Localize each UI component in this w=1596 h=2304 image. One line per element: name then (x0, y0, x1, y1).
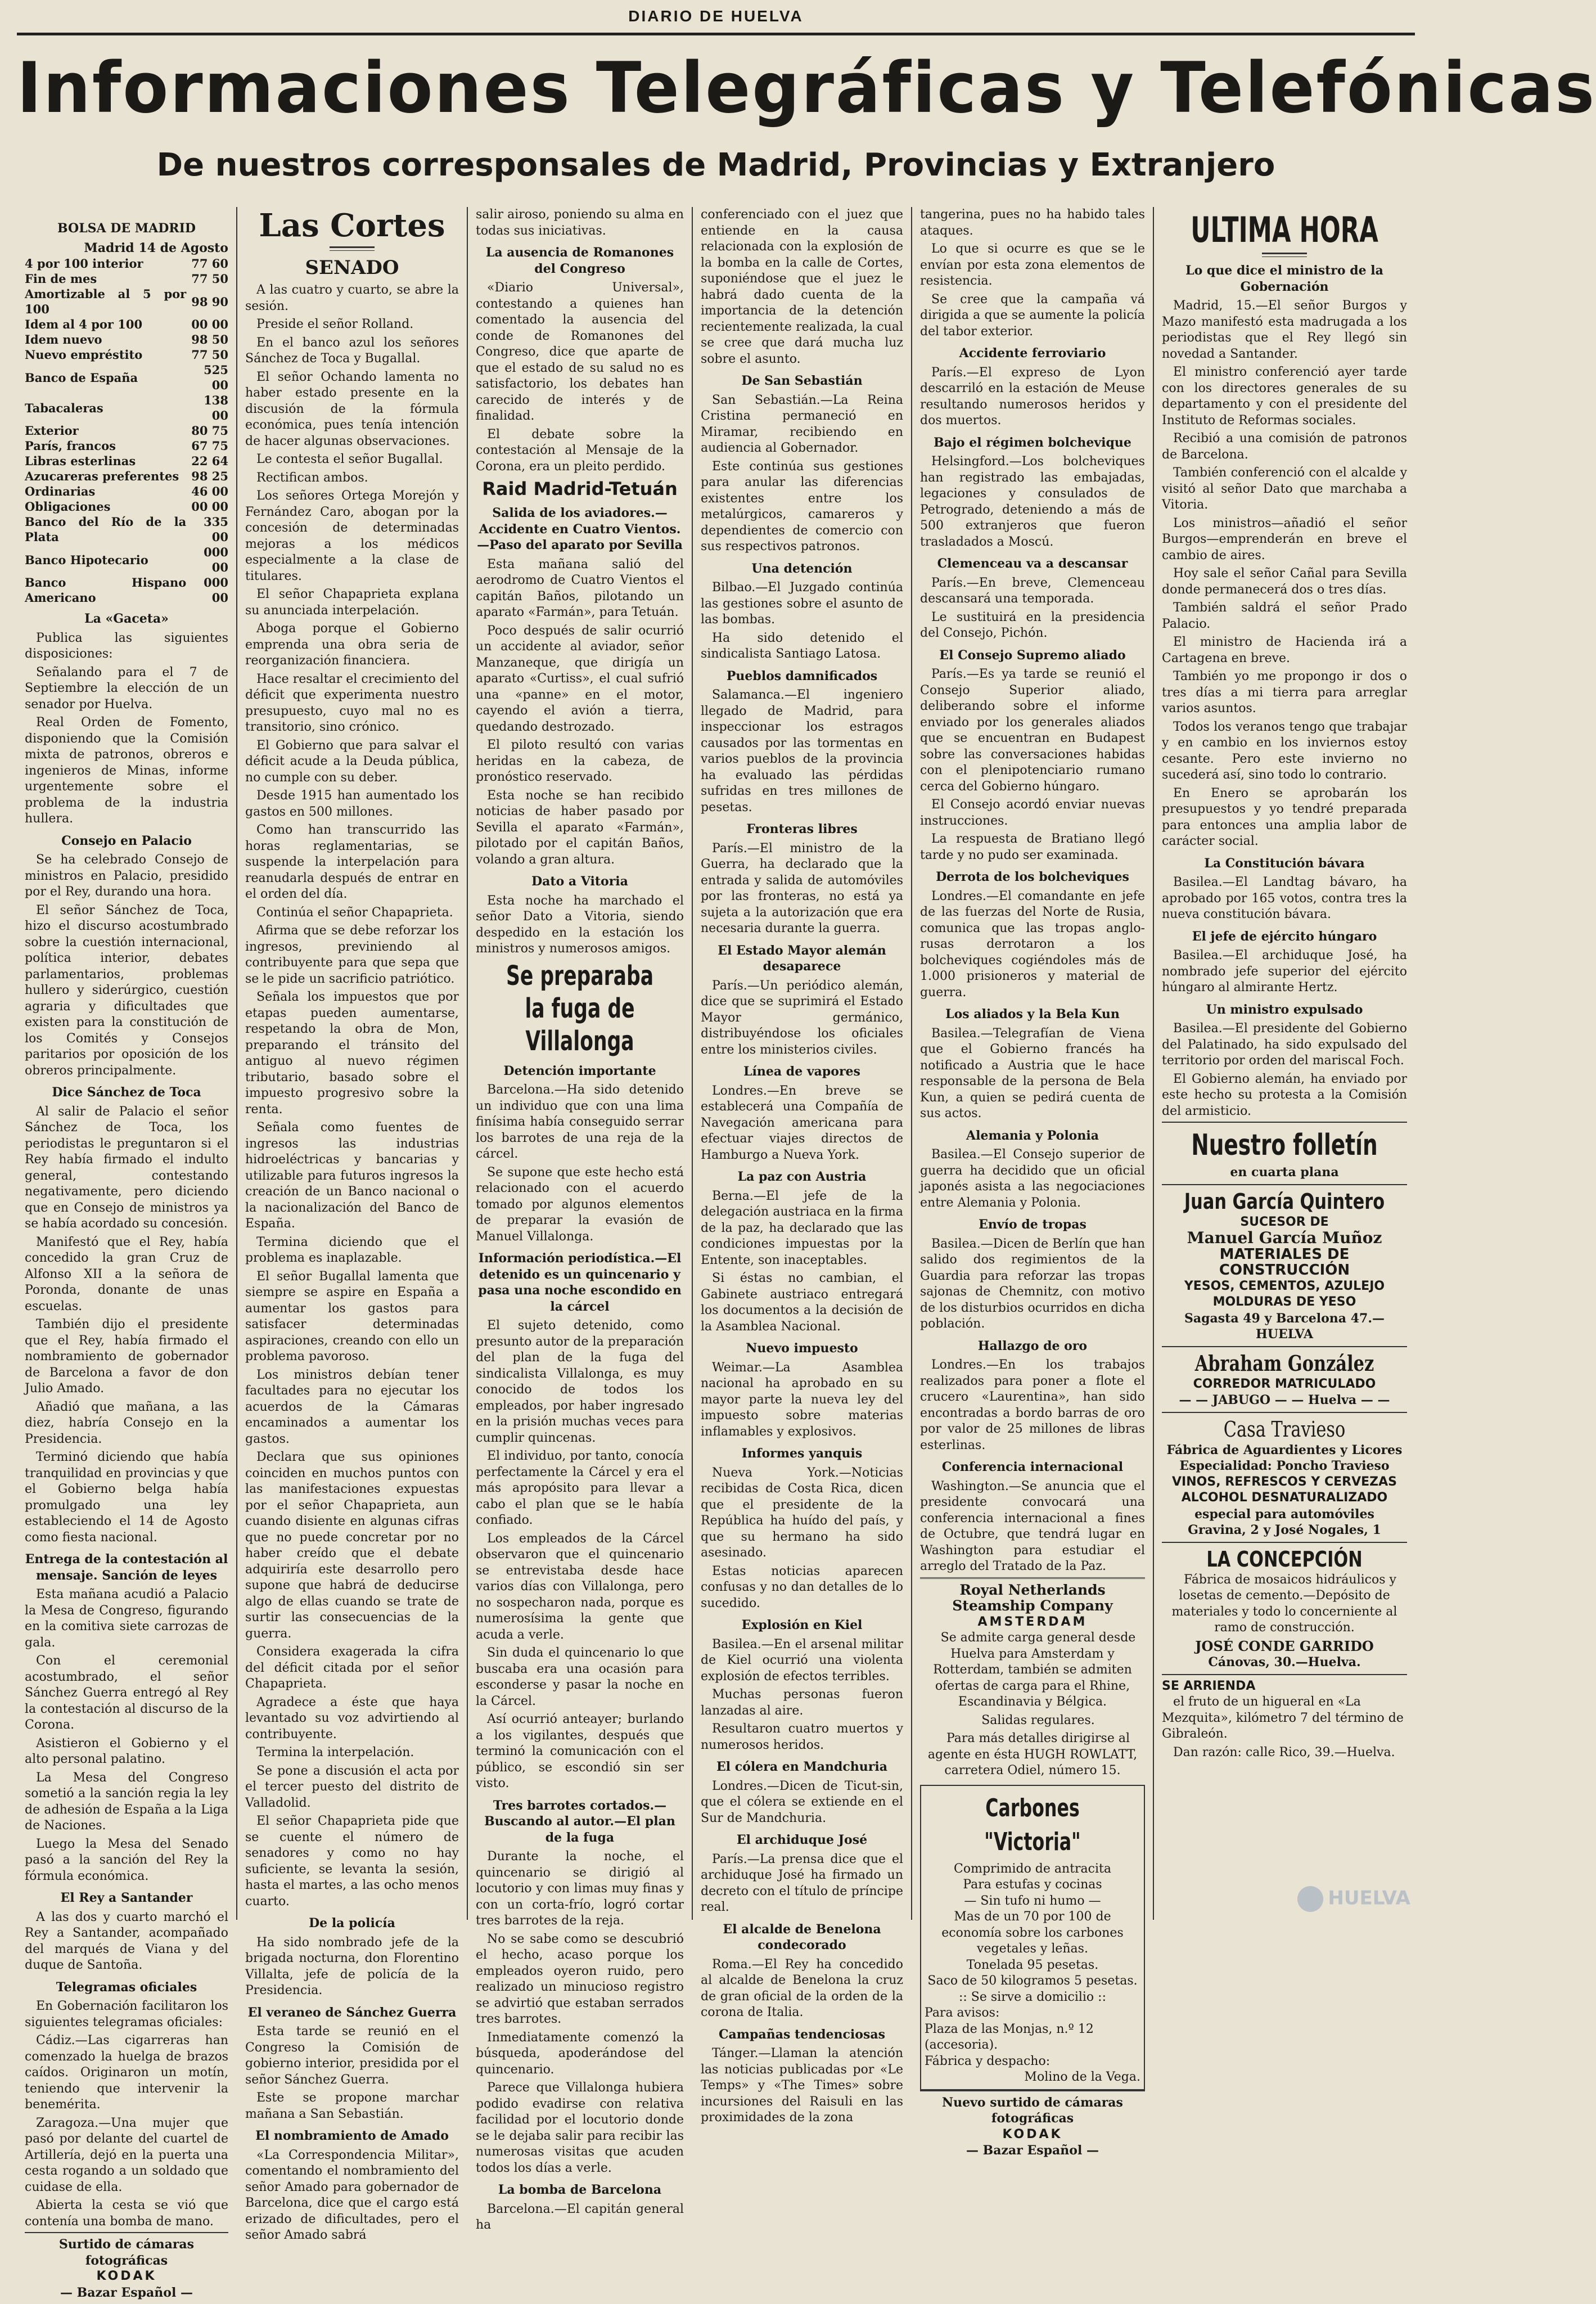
paragraph: Se cree que la campaña vá dirigida a que se aumente la policía del tabor exterior. (920, 292, 1145, 339)
column-3 (467, 207, 692, 2232)
kodak-ad (920, 2090, 1145, 2162)
paragraph: También saldrá el señor Prado Palacio. (1162, 601, 1407, 631)
tropas-heading: Envío de tropas (979, 1217, 1086, 1232)
paragraph: El señor Ochando lamenta no haber estado presente en la discusión de la fórmula económica, pues tenía intención de hacer algunas observaciones. (245, 370, 459, 448)
paragraph: La Mesa del Congreso sometió a la sanción regia la ley de adhesión de España a la Liga de Naciones. (25, 1770, 228, 1833)
masthead-title: Informaciones Telegráficas y Telefónicas (17, 47, 1596, 129)
fronteras-heading: Fronteras libres (746, 822, 858, 836)
folletin-ad (1162, 1122, 1407, 1184)
paragraph: Helsingford.—Los bolcheviques han registrado las embajadas, legaciones y consulados de Petrogrado, deteniendo a más de 500 extranjeros que fueron trasladados a Moscú. (920, 454, 1145, 549)
paragraph: Zaragoza.—Una mujer que pasó por delante del cuartel de Artillería, dejó en la puerta una cesta rogando a un soldado que cuidase de ella. (25, 2116, 228, 2194)
paragraph: San Sebastián.—La Reina Cristina permaneció en Miramar, recibiendo en audiencia al Gobernador. (701, 393, 903, 455)
bolsa-row-name: Azucareras preferentes (25, 469, 179, 483)
ad-line: Molino de la Vega. (1024, 2070, 1140, 2084)
paragraph: Basilea.—El Consejo superior de guerra ha decidido que un oficial japonés asista a las negociaciones entre Alemania y Polonia. (920, 1148, 1145, 1210)
ad-title: Juan García Quintero (1184, 1189, 1385, 1214)
paragraph: Nueva York.—Noticias recibidas de Costa Rica, dicen que el presidente de la República ha huído del país, y que su hermano ha sido asesinado. (701, 1465, 903, 1560)
paragraph: Aboga porque el Gobierno emprenda una obra seria de reorganización financiera. (245, 622, 459, 668)
romanones-heading: La ausencia de Romanones del Congreso (485, 245, 674, 276)
paragraph: Ha sido nombrado jefe de la brigada nocturna, don Florentino Villalta, jefe de policía de la Presidencia. (245, 1935, 459, 1997)
fuga-heading: Se preparaba la fuga de Villalonga (506, 960, 654, 1057)
column-4 (692, 207, 911, 2125)
ad-title: Royal Netherlands Steamship Company (952, 1581, 1113, 1614)
bolsa-row-name: Idem al 4 por 100 (25, 317, 143, 331)
ad-title: Nuestro folletín (1191, 1128, 1378, 1162)
bolsa-row-value: 77 50 (191, 272, 228, 286)
paragraph: Señala los impuestos que por etapas pueden aumentarse, respetando la obra de Mon, preparando el tránsito del antiguo al nuevo régimen tributario, basado sobre el impuesto progresivo sobre la renta. (245, 990, 459, 1117)
gaceta-heading: La «Gaceta» (84, 611, 169, 626)
casa-travieso-ad (1162, 1412, 1407, 1542)
paragraph: El individuo, por tanto, conocía perfectamente la Cárcel y era el más apropósito para llevar a cabo el plan que se le había confiado. (476, 1449, 684, 1527)
paragraph: Este se propone marchar mañana a San Sebastián. (245, 2091, 459, 2121)
carbones-victoria-ad (920, 1785, 1145, 2090)
ad-city: AMSTERDAM (977, 1614, 1088, 1629)
ad-line: Mas de un 70 por 100 de economía sobre los carbones vegetales y leñas. (941, 1910, 1124, 1956)
bolsa-row (25, 271, 228, 286)
paragraph: Basilea.—Telegrafían de Viena que el Gobierno francés ha notificado a Austria que le hace responsable de la persona de Bela Kun, a quien se pedirá cuenta de sus actos. (920, 1026, 1145, 1120)
paragraph: El señor Chapaprieta explana su anunciada interpelación. (245, 587, 459, 618)
bolsa-row (25, 484, 228, 499)
paragraph: Esta mañana acudió a Palacio la Mesa de Congreso, figurando en la comitiva siete carrozas de gala. (25, 1587, 228, 1650)
derrota-heading: Derrota de los bolcheviques (936, 870, 1129, 884)
bolsa-row (25, 514, 228, 544)
paragraph: También dijo el presidente que el Rey, había firmado el nombramiento de gobernador de Barcelona a favor de don Julio Amado. (25, 1317, 228, 1396)
vitoria-heading: Dato a Vitoria (531, 874, 628, 889)
paragraph: Real Orden de Fomento, disponiendo que la Comisión mixta de patronos, obreros e ingenieros de Minas, informe urgentemente sobre el problema de la industria hullera. (25, 716, 228, 826)
paragraph: París.—El expreso de Lyon descarriló en la estación de Meuse resultando numerosos heridos y dos muertos. (920, 365, 1145, 428)
paz-austria-heading: La paz con Austria (737, 1169, 867, 1184)
paragraph: Londres.—El comandante en jefe de las fuerzas del Norte de Rusia, comunica que las tropas anglo-rusas derrotaron a los bolcheviques cogiéndoles más de 1.000 prisioneros y material de guerra. (920, 889, 1145, 1000)
paragraph: Resultaron cuatro muertos y numerosos heridos. (701, 1722, 903, 1752)
running-title: DIARIO DE HUELVA (17, 0, 1415, 35)
campanas-heading: Campañas tendenciosas (719, 2027, 885, 2042)
ministro-expulsado-heading: Un ministro expulsado (1206, 1002, 1363, 1017)
toca-heading: Dice Sánchez de Toca (52, 1085, 201, 1100)
bavara-heading: La Constitución bávara (1204, 856, 1365, 871)
paragraph: «Diario Universal», contestando a quienes han comentado la ausencia del conde de Romanones del Congreso, dice que aparte de que el estado de su salud no es satisfactorio, los debates han carecido de interés y de finalidad. (476, 281, 684, 423)
paragraph: París.—En breve, Clemenceau descansará una temporada. (920, 575, 1145, 606)
paragraph: Le contesta el señor Bugallal. (256, 452, 443, 466)
paragraph: Este continúa sus gestiones para anular las diferencias existentes entre los metalúrgicos, camareros y dependientes de comercio con sus respectivos patronos. (701, 459, 903, 554)
paragraph: El señor Chapaprieta pide que se cuente el número de senadores y como no hay suficiente, se levanta la sesión, hasta el martes, a las ocho menos cuarto. (245, 1814, 459, 1909)
ad-line: Gravina, 2 y José Nogales, 1 (1188, 1523, 1381, 1537)
paragraph: Se pone a discusión el acta por el tercer puesto del distrito de Valladolid. (245, 1763, 459, 1810)
ad-line: Manuel García Muñoz (1187, 1228, 1382, 1247)
paragraph: Lo que si ocurre es que se le envían por esta zona elementos de resistencia. (920, 242, 1145, 288)
paragraph: Continúa el señor Chapaprieta. (256, 905, 453, 920)
raid-heading: Raid Madrid-Tetuán (482, 478, 678, 500)
paragraph: Madrid, 15.—El señor Burgos y Mazo manifestó esta madrugada a los periodistas que el Rey llegó sin novedad a Santander. (1162, 299, 1407, 361)
ad-line: YESOS, CEMENTOS, AZULEJO (1184, 1279, 1385, 1293)
column-5 (911, 207, 1153, 2158)
paragraph: el fruto de un higueral en «La Mezquita», kilómetro 7 del término de Gibraleón. (1162, 1695, 1404, 1741)
bolsa-row-value: 138 00 (204, 393, 228, 422)
san-sebastian-heading: De San Sebastián (741, 374, 863, 388)
paragraph: Basilea.—El archiduque José, ha nombrado jefe superior del ejército húngaro al almirante Hertz. (1162, 948, 1407, 994)
ad-line: VINOS, REFRESCOS Y CERVEZAS (1172, 1474, 1397, 1489)
paragraph: Señala como fuentes de ingresos las industrias hidroeléctricas y bancarias y utilizable para futuros ingresos la creación de un Banco nacional o la nacionalización del Banco de España. (245, 1120, 459, 1231)
ad-line: — Bazar Español — (60, 2285, 193, 2300)
paragraph: Inmediatamente comenzó la búsqueda, apoderándose del quincenario. (476, 2030, 684, 2077)
columns (17, 207, 1415, 2300)
paragraph: conferenciado con el juez que entiende en la causa relacionada con la explosión de la bomba en la calle de Cortes, suponiéndose que el juez le habrá dado cuenta de la importancia de la detención recientemente realizada, la cual se cree que dará mucha luz sobre el asunto. (701, 208, 903, 366)
ad-line: Fábrica de Aguardientes y Licores (1166, 1442, 1403, 1457)
ad-title: Carbones "Victoria" (984, 1793, 1081, 1856)
paragraph: En Gobernación facilitaron los siguientes telegramas oficiales: (25, 1999, 228, 2030)
cortes-title: Las Cortes (259, 207, 445, 244)
paragraph: Esta noche se han recibido noticias de haber pasado por Sevilla el aparato «Farmán», pilotado por el capitán Baños, volando a gran altura. (476, 788, 684, 867)
ad-line: especial para automóviles (1194, 1506, 1374, 1522)
paragraph: Preside el señor Rolland. (256, 317, 414, 331)
paragraph: A las dos y cuarto marchó el Rey a Santander, acompañado del marqués de Viana y del duque de Santoña. (25, 1910, 228, 1972)
ad-line: Cánovas, 30.—Huelva. (1208, 1655, 1361, 1670)
garcia-quintero-ad (1162, 1184, 1407, 1346)
ad-title: SE ARRIENDA (1162, 1678, 1256, 1693)
ad-line: CORREDOR MATRICULADO (1193, 1376, 1376, 1391)
paragraph: Afirma que se debe reforzar los ingresos, previniendo al contribuyente para que sepa que se le pide un sacrificio patriótico. (245, 924, 459, 986)
paragraph: El ministro de Hacienda irá a Cartagena en breve. (1162, 635, 1407, 665)
paragraph: Declara que sus opiniones coinciden en muchos puntos con las manifestaciones expuestas por el señor Chapaprieta, aun cuando disiente en algunas cifras que no puede concretar por no haber creído que el debate adquiriría este desarrollo pero supone que habrá de deducirse algo de ellas cuando se trate de surtir las consecuencias de la guerra. (245, 1450, 459, 1641)
detencion-heading: Una detención (751, 561, 853, 576)
entrega-heading: Entrega de la contestación al mensaje. Sanción de leyes (25, 1552, 228, 1583)
ad-line: Plaza de las Monjas, n.º 12 (accesoria). (925, 2022, 1094, 2052)
paragraph: París.—Es ya tarde se reunió el Consejo Superior aliado, deliberando sobre el informe enviado por los generales aliados que se encuentran en Budapest sobre las conversaciones habidas con el plenipotenciario rumano cerca del Gobierno húngaro. (920, 667, 1145, 794)
bolsa-row-name: Idem nuevo (25, 332, 102, 346)
ad-line: Saco de 50 kilogramos 5 pesetas. (927, 1974, 1138, 1988)
bolsa-row (25, 256, 228, 271)
paragraph: Al salir de Palacio el señor Sánchez de Toca, los periodistas le preguntaron si el Rey había firmado el indulto general, contestando negativamente, pero diciendo que en Consejo de ministros ya se había acordado su concesión. (25, 1104, 228, 1231)
paragraph: Los ministros debían tener facultades para no ejecutar los acuerdos de la Cámaras encaminados a aumentar los gastos. (245, 1367, 459, 1446)
ad-line: :: Se sirve a domicilio :: (958, 1990, 1106, 2004)
paragraph: París.—Un periódico alemán, dice que se suprimirá el Estado Mayor germánico, distribuyéndose los oficiales entre los ministerios civiles. (701, 978, 903, 1057)
ad-line: Nuevo surtido de cámaras fotográficas (942, 2095, 1123, 2126)
watermark-logo-icon (1297, 1886, 1323, 1912)
paragraph: Desde 1915 han aumentado los gastos en 500 millones. (245, 789, 459, 819)
paragraph: El señor Sánchez de Toca, hizo el discurso acostumbrado sobre la cuestión internacional, política interior, debates parlamentarios, problemas hullero y siderúrgico, cuestión agraria y dificultades que existen para la constitución de los Comités y Consejos paritarios por oposición de los obreros principalmente. (25, 903, 228, 1078)
gobernacion-heading: Lo que dice el ministro de la Gobernación (1185, 263, 1383, 294)
bolsa-row-value: 335 00 (204, 515, 228, 544)
paragraph: Barcelona.—Ha sido detenido un individuo que con una lima finísima había conseguido serrar los barrotes de una reja de la cárcel. (476, 1083, 684, 1161)
ad-line: ALCOHOL DESNATURALIZADO (1181, 1491, 1388, 1505)
ad-line: — — JABUGO — — Huelva — — (1179, 1393, 1390, 1407)
ad-line: Comprimido de antracita (954, 1861, 1111, 1876)
section-subtitle: De nuestros corresponsales de Madrid, Provincias y Extranjero (156, 147, 1275, 183)
paragraph: Los empleados de la Cárcel observaron que el quincenario se entrevistaba desde hace varios días con Villalonga, pero no sospecharon nada, porque es numerosísima la gente que acuda a verle. (476, 1531, 684, 1642)
paragraph: Washington.—Se anuncia que el presidente convocará una conferencia internacional a fines de Octubre, que tendrá lugar en Washington para estudiar el arreglo del Tratado de la Paz. (920, 1479, 1145, 1573)
paragraph: Durante la noche, el quincenario se dirigió al locutorio y con limas muy finas y con un corta-frío, logró cortar tres barrotes de la reja. (476, 1850, 684, 1928)
ad-line: Fábrica y despacho: (925, 2054, 1051, 2068)
senado-heading: SENADO (305, 256, 399, 279)
bela-kun-heading: Los aliados y la Bela Kun (945, 1007, 1120, 1022)
paragraph: Así ocurrió anteayer; burlando a los vigilantes, después que terminó la comunicación con el público, se escondió sin ser visto. (476, 1712, 684, 1790)
bolsa-row (25, 332, 228, 347)
paragraph: tangerina, pues no ha habido tales ataques. (920, 208, 1145, 238)
paragraph: Agradece a éste que haya levantado su voz advirtiendo al contribuyente. (245, 1695, 459, 1742)
paragraph: Basilea.—Dicen de Berlín que han salido dos regimientos de la Guardia para reforzar las tropas sajonas de Chemnitz, con motivo de los disturbios ocurridos en dicha población. (920, 1236, 1145, 1331)
paragraph: Todos los veranos tengo que trabajar y en cambio en los inviernos estoy cesante. Pero este invierno no sucederá así, sino todo lo contrario. (1162, 719, 1407, 782)
paragraph: Parece que Villalonga hubiera podido evadirse con relativa facilidad por el locutorio donde se le dejaba salir para recibir las numerosas visitas que acuden todos los días a verle. (476, 2081, 684, 2175)
paragraph: Hoy sale el señor Cañal para Sevilla donde permanecerá dos o tres días. (1162, 566, 1407, 597)
bolsa-row-name: Banco Hispano Americano (25, 575, 187, 605)
paragraph: Barcelona.—El capitán general ha (476, 2202, 684, 2232)
paragraph: Termina la interpelación. (256, 1745, 414, 1760)
benelona-heading: El alcalde de Benelona condecorado (723, 1922, 881, 1952)
paragraph: Fábrica de mosaicos hidráulicos y losetas de cemento.—Depósito de materiales y todo lo concerniente al ramo de construcción. (1171, 1572, 1397, 1635)
paragraph: Terminó diciendo que había tranquilidad en provincias y que el Gobierno belga había promulgado una ley estableciendo el 14 de Agosto como fiesta nacional. (25, 1450, 228, 1545)
paragraph: Los señores Ortega Morejón y Fernández Caro, abogan por la concesión de determinadas mejoras a los médicos especialmente a la clase de titulares. (245, 489, 459, 583)
bolsa-row-name: Tabacaleras (25, 400, 103, 415)
clemenceau-heading: Clemenceau va a descansar (937, 556, 1128, 571)
column-1 (17, 207, 236, 2300)
paragraph: El sujeto detenido, como presunto autor de la preparación del plan de la fuga del sindicalista Villalonga, es muy conocido de todos los empleados, por haber ingresado en la prisión muchas veces para cumplir quincenas. (476, 1318, 684, 1445)
paragraph: También conferenció con el alcalde y visitó al señor Dato que marchaba a Vitoria. (1162, 466, 1407, 512)
paragraph: Asistieron el Gobierno y el alto personal palatino. (25, 1736, 228, 1766)
paragraph: Basilea.—El Landtag bávaro, ha aprobado por 165 votos, contra tres la nueva constitución bávara. (1162, 875, 1407, 921)
ad-line: Surtido de cámaras fotográficas (58, 2237, 195, 2268)
paragraph: Tánger.—Llaman la atención las noticias publicadas por «Le Temps» y «The Times» sobre incursiones del Raisuli en las proximidades de la zona (701, 2046, 903, 2125)
divider (1262, 253, 1307, 257)
paragraph: Basilea.—El presidente del Gobierno del Palatinado, ha sido expulsado del territorio por orden del mariscal Foch. (1162, 1022, 1407, 1068)
paragraph: Cádiz.—Las cigarreras han comenzado la huelga de brazos caídos. Originaron un motín, teniendo que intervenir la benemérita. (25, 2033, 228, 2112)
paragraph: Recibió a una comisión de patronos de Barcelona. (1162, 431, 1407, 462)
paragraph: Londres.—Dicen de Ticut-sin, que el cólera se extiende en el Sur de Mandchuria. (701, 1779, 903, 1825)
ad-title: LA CONCEPCIÓN (1206, 1546, 1363, 1572)
paragraph: El Consejo acordó enviar nuevas instrucciones. (920, 798, 1145, 828)
paragraph: Añadió que mañana, a las diez, habría Consejo en la Presidencia. (25, 1400, 228, 1446)
bolsa-row-value: 98 50 (191, 332, 228, 346)
paragraph: En el banco azul los señores Sánchez de Toca y Bugallal. (245, 335, 459, 366)
paragraph: No se sabe como se descubrió el hecho, acaso porque los empleados oyeron ruido, pero realizado un minucioso registro se advirtió que estaban serrados tres barrotes. (476, 1932, 684, 2026)
paragraph: El señor Bugallal lamenta que siempre se aspire en España a aumentar los gastos para satisfacer determinadas aspiraciones, creando con ello un problema pavoroso. (245, 1269, 459, 1364)
bolsa-row (25, 469, 228, 484)
ad-line: MATERIALES DE CONSTRUCCIÓN (1219, 1245, 1350, 1279)
paragraph: Termina diciendo que el problema es inaplazable. (245, 1235, 459, 1265)
bolsa-row (25, 423, 228, 438)
ad-line: en cuarta plana (1230, 1165, 1339, 1180)
bolsa-row-name: Ordinarias (25, 484, 96, 498)
alemania-polonia-heading: Alemania y Polonia (966, 1128, 1099, 1143)
bolsa-row (25, 575, 228, 605)
ad-line: SUCESOR DE (1240, 1214, 1329, 1229)
ad-line: KODAK (1002, 2127, 1063, 2141)
conferencia-heading: Conferencia internacional (941, 1460, 1124, 1474)
telegramas-heading: Telegramas oficiales (56, 1979, 197, 1995)
column-6 (1153, 207, 1415, 1920)
paragraph: Para más detalles dirigirse al agente en ésta HUGH ROWLATT, carretera Odiel, número 15. (927, 1731, 1138, 1778)
column-2 (236, 207, 467, 2242)
paragraph: Dan razón: calle Rico, 39.—Huelva. (1173, 1745, 1395, 1760)
paragraph: Salidas regulares. (981, 1713, 1095, 1727)
bolsa-row-value: 98 90 (191, 294, 228, 309)
ad-line: Para avisos: (925, 2006, 1000, 2020)
paragraph: Le sustituirá en la presidencia del Consejo, Pichón. (920, 610, 1145, 640)
paragraph: También yo me propongo ir dos o tres días a mi tierra para arreglar varios asuntos. (1162, 669, 1407, 716)
colera-heading: El cólera en Mandchuria (716, 1760, 887, 1774)
bolsa-row-value: 525 00 (204, 363, 228, 392)
paragraph: Luego la Mesa del Senado pasó a la sanción del Rey la fórmula económica. (25, 1837, 228, 1883)
bolsa-row-name: París, francos (25, 439, 116, 453)
bolsa-row-name: Banco del Río de la Plata (25, 515, 187, 544)
paragraph: Muchas personas fueron lanzadas al aire. (701, 1688, 903, 1718)
paragraph: Berna.—El jefe de la delegación austriaca en la firma de la paz, ha declarado que las condiciones impuestas por la Entente, son inaceptables. (701, 1189, 903, 1267)
bolsa-row (25, 393, 228, 423)
bolsa-row (25, 438, 228, 453)
bomba-heading: La bomba de Barcelona (498, 2182, 662, 2197)
paragraph: El Gobierno alemán, ha enviado por este hecho su protesta a la Comisión del armisticio. (1162, 1072, 1407, 1118)
consejo-supremo-heading: El Consejo Supremo aliado (939, 647, 1126, 663)
bolsa-row-name: Obligaciones (25, 500, 111, 514)
bolsa-row-name: Exterior (25, 424, 79, 438)
ad-title: Casa Travieso (1223, 1416, 1346, 1442)
la-concepcion-ad (1162, 1542, 1407, 1674)
ad-line: JOSÉ CONDE GARRIDO (1195, 1637, 1374, 1654)
ad-line: Sagasta 49 y Barcelona 47.—HUELVA (1184, 1311, 1385, 1342)
ad-line: Para estufas y cocinas (963, 1878, 1102, 1892)
paragraph: Ha sido detenido el sindicalista Santiago Latosa. (701, 631, 903, 661)
palacio-heading: Consejo en Palacio (61, 833, 192, 848)
bolsa-row (25, 317, 228, 332)
bolsa-row-value: 77 60 (191, 256, 228, 271)
bolsa-row (25, 453, 228, 469)
vapores-heading: Línea de vapores (743, 1064, 860, 1079)
bolsa-row (25, 347, 228, 362)
paragraph: El piloto resultó con varias heridas en la cabeza, de pronóstico reservado. (476, 738, 684, 784)
paragraph: Weimar.—La Asamblea nacional ha aprobado en su mayor parte la nueva ley del impuesto sobre materias inflamables y explosivos. (701, 1360, 903, 1439)
bolsa-row-value: 00 00 (191, 317, 228, 331)
paragraph: París.—El ministro de la Guerra, ha declarado que la entrada y salida de automóviles por las fronteras, no está ya sujeta a la autorización que era necesaria durante la guerra. (701, 841, 903, 935)
paragraph: Bilbao.—El Juzgado continúa las gestiones sobre el asunto de las bombas. (701, 580, 903, 627)
archive-watermark: HUELVA (1297, 1886, 1410, 1912)
ad-line: Especialidad: Poncho Travieso (1179, 1459, 1390, 1473)
paragraph: Se ha celebrado Consejo de ministros en Palacio, presidido por el Rey, durando una hora. (25, 853, 228, 899)
estado-mayor-heading: El Estado Mayor alemán desaparece (718, 943, 886, 974)
paragraph: Sin duda el quincenario lo que buscaba era una ocasión para esconderse y pasar la noche en la Cárcel. (476, 1646, 684, 1708)
paragraph: El debate sobre la contestación al Mensaje de la Corona, era un pleito perdido. (476, 427, 684, 474)
bolsa-row-name: Fin de mes (25, 272, 97, 286)
paragraph: Se supone que este hecho está relacionado con el acuerdo tomado por algunos elementos de preparar la evasión de Manuel Villalonga. (476, 1165, 684, 1244)
bolsa-row-value: 80 75 (191, 424, 228, 438)
paragraph: Estas noticias aparecen confusas y no dan detalles de lo sucedido. (701, 1564, 903, 1610)
detencion-heading: Detención importante (503, 1063, 656, 1078)
raid-subheading: Salida de los aviadores.—Accidente en Cuatro Vientos.—Paso del aparato por Sevilla (477, 506, 683, 552)
bolsa-row (25, 286, 228, 317)
bolsa-row-name: 4 por 100 interior (25, 256, 143, 271)
bolsa-row-value: 22 64 (191, 454, 228, 468)
ad-line: KODAK (96, 2269, 157, 2283)
bolsa-row-value: 46 00 (191, 484, 228, 498)
bolsa-row (25, 362, 228, 393)
paragraph: «La Correspondencia Militar», comentando el nombramiento del señor Amado para gobernador de Barcelona, dice que el cargo está erizado de dificultades, pero el señor Amado sabrá (245, 2148, 459, 2242)
paragraph: En Enero se aprobarán los presupuestos y yo tendré preparada para entonces una amplia labor de carácter social. (1162, 786, 1407, 848)
kiel-heading: Explosión en Kiel (741, 1618, 863, 1632)
paragraph: Esta noche ha marchado el señor Dato a Vitoria, siendo despedido en la estación los ministros y numerosos amigos. (476, 893, 684, 956)
bolsa-row-value: 77 50 (191, 348, 228, 362)
ultima-hora-title: ULTIMA HORA (1191, 209, 1378, 250)
bolsa-row-name: Banco de España (25, 370, 138, 385)
paragraph: salir airoso, poniendo su alma en todas sus iniciativas. (476, 208, 684, 238)
ferroviario-heading: Accidente ferroviario (959, 346, 1106, 361)
paragraph: Manifestó que el Rey, había concedido la gran Cruz de Alfonso XII a la señora de Poronda, donante de unas escuelas. (25, 1235, 228, 1313)
jefe-ejercito-heading: El jefe de ejército húngaro (1192, 929, 1377, 944)
bolsa-row-name: Nuevo empréstito (25, 348, 143, 362)
bolsa-row-name: Libras esterlinas (25, 454, 136, 468)
pueblos-heading: Pueblos damnificados (726, 668, 878, 683)
paragraph: Londres.—En los trabajos realizados para poner a flote el crucero «Laurentina», han sido encontradas a bordo barras de oro por valor de 25 millones de libras esterlinas. (920, 1358, 1145, 1452)
paragraph: A las cuatro y cuarto, se abre la sesión. (245, 283, 459, 313)
veraneo-heading: El veraneo de Sánchez Guerra (247, 2005, 457, 2020)
amado-heading: El nombramiento de Amado (255, 2128, 449, 2143)
paragraph: Publica las siguientes disposiciones: (25, 631, 228, 661)
bolsa-title: BOLSA DE MADRID (57, 221, 196, 236)
bolsa-date: Madrid 14 de Agosto (84, 240, 228, 255)
bolsa-row-name: Amortizable al 5 por 100 (25, 287, 187, 316)
oro-heading: Hallazgo de oro (977, 1338, 1088, 1353)
paragraph: Señalando para el 7 de Septiembre la elección de un senador por Huelva. (25, 665, 228, 712)
bolsa-row-value: 000 00 (204, 545, 228, 574)
paragraph: Roma.—El Rey ha concedido al alcalde de Benelona la cruz de gran oficial de la orden de la corona de Italia. (701, 1957, 903, 2019)
paragraph: La respuesta de Bratiano llegó tarde y no pudo ser examinada. (920, 832, 1145, 862)
bolsa-row-value: 67 75 (191, 439, 228, 453)
impuesto-heading: Nuevo impuesto (746, 1341, 858, 1356)
paragraph: Esta tarde se reunió en el Congreso la Comisión de gobierno interior, presidida por el señor Sánchez Guerra. (245, 2024, 459, 2087)
informacion-heading: Información periodística.—El detenido es un quincenario y pasa una noche escondido en la cárcel (478, 1251, 682, 1314)
paragraph: Basilea.—En el arsenal militar de Kiel ocurrió una violenta explosión de efectos terribles. (701, 1637, 903, 1684)
policia-heading: De la policía (309, 1916, 395, 1930)
bolchevique-heading: Bajo el régimen bolchevique (934, 435, 1131, 450)
bolsa-row (25, 544, 228, 575)
paragraph: Como han transcurrido las horas reglamentarias, se suspende la interpelación para reanudarla después de entrar en el orden del día. (245, 823, 459, 901)
bolsa-row-value: 98 25 (191, 469, 228, 483)
bolsa-row (25, 499, 228, 514)
paragraph: París.—La prensa dice que el archiduque José ha firmado un decreto con el título de príncipe real. (701, 1852, 903, 1914)
se-arrienda-ad (1162, 1674, 1407, 1767)
divider (330, 246, 375, 251)
bolsa-row-value: 00 00 (191, 500, 228, 514)
paragraph: El Gobierno que para salvar el déficit acude a la Deuda pública, no cumple con su deber. (245, 738, 459, 785)
ad-title: Abraham González (1194, 1350, 1374, 1376)
ad-line: — Bazar Español — (966, 2143, 1099, 2158)
paragraph: Con el ceremonial acostumbrado, el señor Sánchez Guerra entregó al Rey la contestación al discurso de la Corona. (25, 1654, 228, 1732)
bolsa-row-value: 000 00 (204, 575, 228, 605)
paragraph: Poco después de salir ocurrió un accidente al aviador, señor Manzaneque, que dirigía un aparato «Curtiss», el cual sufrió una «panne» en el motor, cayendo el avión a tierra, quedando destrozado. (476, 623, 684, 734)
paragraph: Rectifican ambos. (256, 470, 368, 485)
yanquis-heading: Informes yanquis (741, 1446, 863, 1461)
paragraph: Los ministros—añadió el señor Burgos—emprenderán en breve el cambio de aires. (1162, 516, 1407, 562)
paragraph: Si éstas no cambian, el Gabinete austriaco entregará los documentos a la decisión de la Asamblea Nacional. (701, 1271, 903, 1334)
ad-line: Tonelada 95 pesetas. (966, 1958, 1099, 1972)
royal-netherlands-ad (920, 1577, 1145, 1785)
paragraph: Londres.—En breve se establecerá una Compañía de Navegación americana para efectuar viajes directos de Hamburgo a Nueva York. (701, 1083, 903, 1162)
ad-line: — Sin tufo ni humo — (964, 1893, 1101, 1908)
ad-line: MOLDURAS DE YESO (1212, 1295, 1356, 1309)
abraham-gonzalez-ad (1162, 1346, 1407, 1412)
paragraph: Esta mañana salió del aerodromo de Cuatro Vientos el capitán Baños, pilotando un aparato «Farmán», para Tetuán. (476, 557, 684, 619)
kodak-ad (25, 2232, 228, 2304)
paragraph: Hace resaltar el crecimiento del déficit que experimenta nuestro presupuesto, cuyo mal no es transitorio, sino crónico. (245, 672, 459, 734)
paragraph: Considera exagerada la cifra del déficit citada por el señor Chapaprieta. (245, 1645, 459, 1691)
bolsa-row-name: Banco Hipotecario (25, 552, 148, 567)
paragraph: El ministro conferenció ayer tarde con los directores generales de su departamento y con el presidente del Instituto de Reformas sociales. (1162, 365, 1407, 428)
bolsa-table (25, 256, 228, 605)
paragraph: Abierta la cesta se vió que contenía una bomba de mano. (25, 2198, 228, 2229)
paragraph: Se admite carga general desde Huelva para Amsterdam y Rotterdam, también se admiten ofertas de carga para el Rhine, Escandinavia y Bélgica. (933, 1631, 1136, 1709)
paragraph: Salamanca.—El ingeniero llegado de Madrid, para inspeccionar los estragos causados por las tormentas en varios pueblos de la provincia ha evaluado las pérdidas sufridas en tres millones de pesetas. (701, 688, 903, 814)
archiduque-heading: El archiduque José (736, 1833, 868, 1847)
santander-heading: El Rey a Santander (60, 1891, 193, 1905)
barrotes-heading: Tres barrotes cortados.—Buscando al autor.—El plan de la fuga (484, 1798, 675, 1845)
